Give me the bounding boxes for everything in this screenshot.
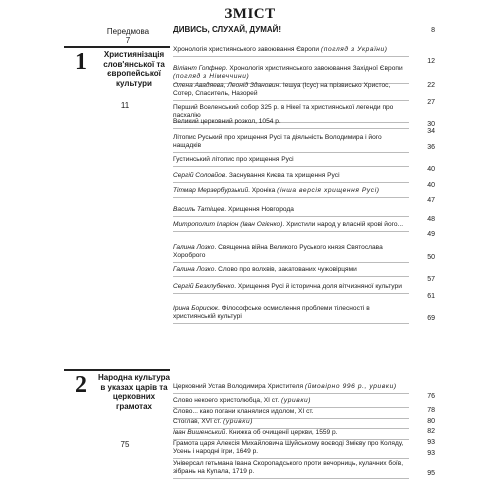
toc-entry[interactable] — [173, 305, 409, 324]
entry-text: . Іешуа (Ісус) на прізвисько Христос, Сотер, Спаситель, Назорей — [173, 82, 391, 98]
toc-entry[interactable] — [173, 429, 409, 440]
section-2-title-text: Народна культура в указах царів та церковних грамотах — [98, 373, 170, 411]
toc-page-number: 47 — [427, 197, 435, 204]
page-title: ЗМІСТ — [224, 6, 276, 22]
entry-text: Стоглав, XVI ст. — [173, 418, 224, 425]
entry-text: . Священна війна Великого Руського князя Святослава Хороброго — [173, 244, 383, 260]
toc-page-number: 69 — [427, 315, 435, 322]
section-2-rule — [64, 369, 170, 371]
section-2-number: 2 — [75, 372, 87, 398]
toc-page-number: 22 — [427, 82, 435, 89]
entry-author: Віліант Гопфнер — [173, 65, 226, 72]
entry-author: Митрополит Іларіон (Іван Огієнко) — [173, 221, 283, 228]
entry-author: Галина Лозко — [173, 266, 215, 273]
toc-entry[interactable] — [173, 440, 409, 459]
section-1-number: 1 — [75, 49, 87, 75]
entry-author: Тітмар Мерзербурзький — [173, 187, 249, 194]
entry-text: Густинський літопис про хрищення Русі — [173, 156, 294, 163]
entry-text: . Заснування Києва та хрищення Русі — [225, 172, 340, 179]
toc-page-number: 76 — [427, 393, 435, 400]
entry-text: Хронологія християнського завоювання Європи — [173, 46, 321, 53]
section-1-rule — [64, 46, 170, 48]
entry-text: . Філософське осмислення проблеми тілесності в християнській культурі — [173, 305, 370, 321]
preface-label: Передмова — [106, 27, 150, 36]
entry-author: Іван Вишенський — [173, 429, 226, 436]
section-1-title[interactable] — [98, 50, 170, 88]
entry-author: Олена Авадяева, Леонід Здановин — [173, 82, 280, 89]
toc-page-number: 95 — [427, 470, 435, 477]
toc-page-number: 34 — [427, 128, 435, 135]
entry-text: Перший Вселенський собор 325 р. в Нікеї та християнської легенди про пасхалію — [173, 104, 394, 120]
toc-page-number: 93 — [427, 450, 435, 457]
entry-note: (інша версія хрищення Русі) — [277, 187, 380, 194]
toc-entry[interactable] — [173, 397, 409, 408]
intro-page: 8 — [431, 27, 435, 34]
toc-entry[interactable] — [173, 266, 409, 277]
entry-note: (погляд з Німеччини) — [173, 73, 250, 81]
section-1-page-number: 11 — [120, 101, 130, 110]
toc-entry[interactable] — [173, 187, 409, 198]
toc-page-number: 30 — [427, 121, 435, 128]
toc-entry[interactable] — [173, 383, 409, 394]
toc-page-number: 80 — [427, 418, 435, 425]
entry-author: Сергій Соловйов — [173, 172, 226, 179]
section-2-page — [110, 440, 140, 450]
toc-entry[interactable] — [173, 221, 409, 232]
entry-text: . Хрищення Новгорода — [224, 206, 294, 213]
toc-page-number: 78 — [427, 407, 435, 414]
toc-entry[interactable] — [173, 418, 409, 429]
preface[interactable] — [98, 27, 158, 45]
toc-page-number: 27 — [427, 99, 435, 106]
toc-page-number: 48 — [427, 216, 435, 223]
toc-entry[interactable] — [173, 118, 409, 129]
intro-entry[interactable]: ДИВИСЬ, СЛУХАЙ, ДУМАЙ! — [173, 25, 282, 34]
entry-text: Літопис Руський про хрищення Русі та діяльність Володимира і його нащадків — [173, 134, 382, 150]
entry-text: Слово некоего христолюбца, XI ст. — [173, 397, 282, 404]
preface-page: 7 — [125, 36, 131, 45]
entry-text: . Слово про волхвів, закатованих чужовірцями — [214, 266, 357, 273]
entry-author: Сергій Безклубенко — [173, 283, 235, 290]
toc-entry[interactable] — [173, 172, 409, 183]
entry-text: Церковний Устав Володимира Христителя — [173, 383, 305, 390]
section-2-title[interactable] — [98, 373, 170, 411]
toc-page-number: 57 — [427, 276, 435, 283]
toc-entry[interactable] — [173, 134, 409, 153]
toc-entry[interactable] — [173, 460, 409, 479]
toc-page-number: 50 — [427, 254, 435, 261]
entry-text: Грамота царя Алексія Михайловича Шуйському воєводі Змієву про Коляду, Усень і народні ігри, 1649 р. — [173, 440, 404, 456]
section-1-page — [110, 101, 140, 111]
toc-entry[interactable] — [173, 244, 409, 263]
entry-author: Василь Татіщев — [173, 206, 225, 213]
entry-author: Ірина Борисюк — [173, 305, 218, 312]
entry-text: . Хронологія християнського завоювання Західної Європи — [225, 65, 403, 72]
entry-note: (уривки) — [223, 418, 254, 425]
entry-text: . Хроніка — [248, 187, 278, 194]
toc-page-number: 61 — [427, 293, 435, 300]
toc-page-number: 40 — [427, 166, 435, 173]
entry-note: (погляд з України) — [320, 46, 388, 53]
section-2-page-number: 75 — [120, 440, 130, 449]
toc-page-number: 36 — [427, 144, 435, 151]
toc-page-number: 12 — [427, 58, 435, 65]
entry-note: (ймовірно 996 р., уривки) — [304, 383, 397, 390]
toc-entry[interactable] — [173, 206, 409, 217]
toc-entry[interactable] — [173, 82, 409, 101]
entry-text: . Христили народ у власній крові його... — [282, 221, 404, 228]
entry-text: Слово... како погани кланялися идолом, XI ст. — [173, 408, 314, 415]
entry-text: Універсал гетьмана Івана Скоропадського проти вечорниць, кулачних боїв, зібрань на Купала, 1719 р. — [173, 460, 404, 476]
entry-text: . Хрищення Русі й історична доля вітчизняної культури — [234, 283, 402, 290]
entry-text: . Книжка об очищенії церкви, 1559 р. — [225, 429, 338, 436]
toc-page-number: 93 — [427, 439, 435, 446]
toc-page-number: 82 — [427, 428, 435, 435]
toc-page-number: 49 — [427, 231, 435, 238]
entry-author: Галина Лозко — [173, 244, 215, 251]
toc-entry[interactable] — [173, 156, 409, 167]
toc-entry[interactable] — [173, 46, 409, 57]
section-1-title-text: Християнізація слов'янської та європейської культури — [103, 50, 165, 88]
toc-entry[interactable] — [173, 283, 409, 294]
entry-text: Великий церковний розкол, 1054 р. — [173, 118, 281, 125]
toc-page-number: 40 — [427, 182, 435, 189]
entry-note: (уривки) — [281, 397, 312, 404]
